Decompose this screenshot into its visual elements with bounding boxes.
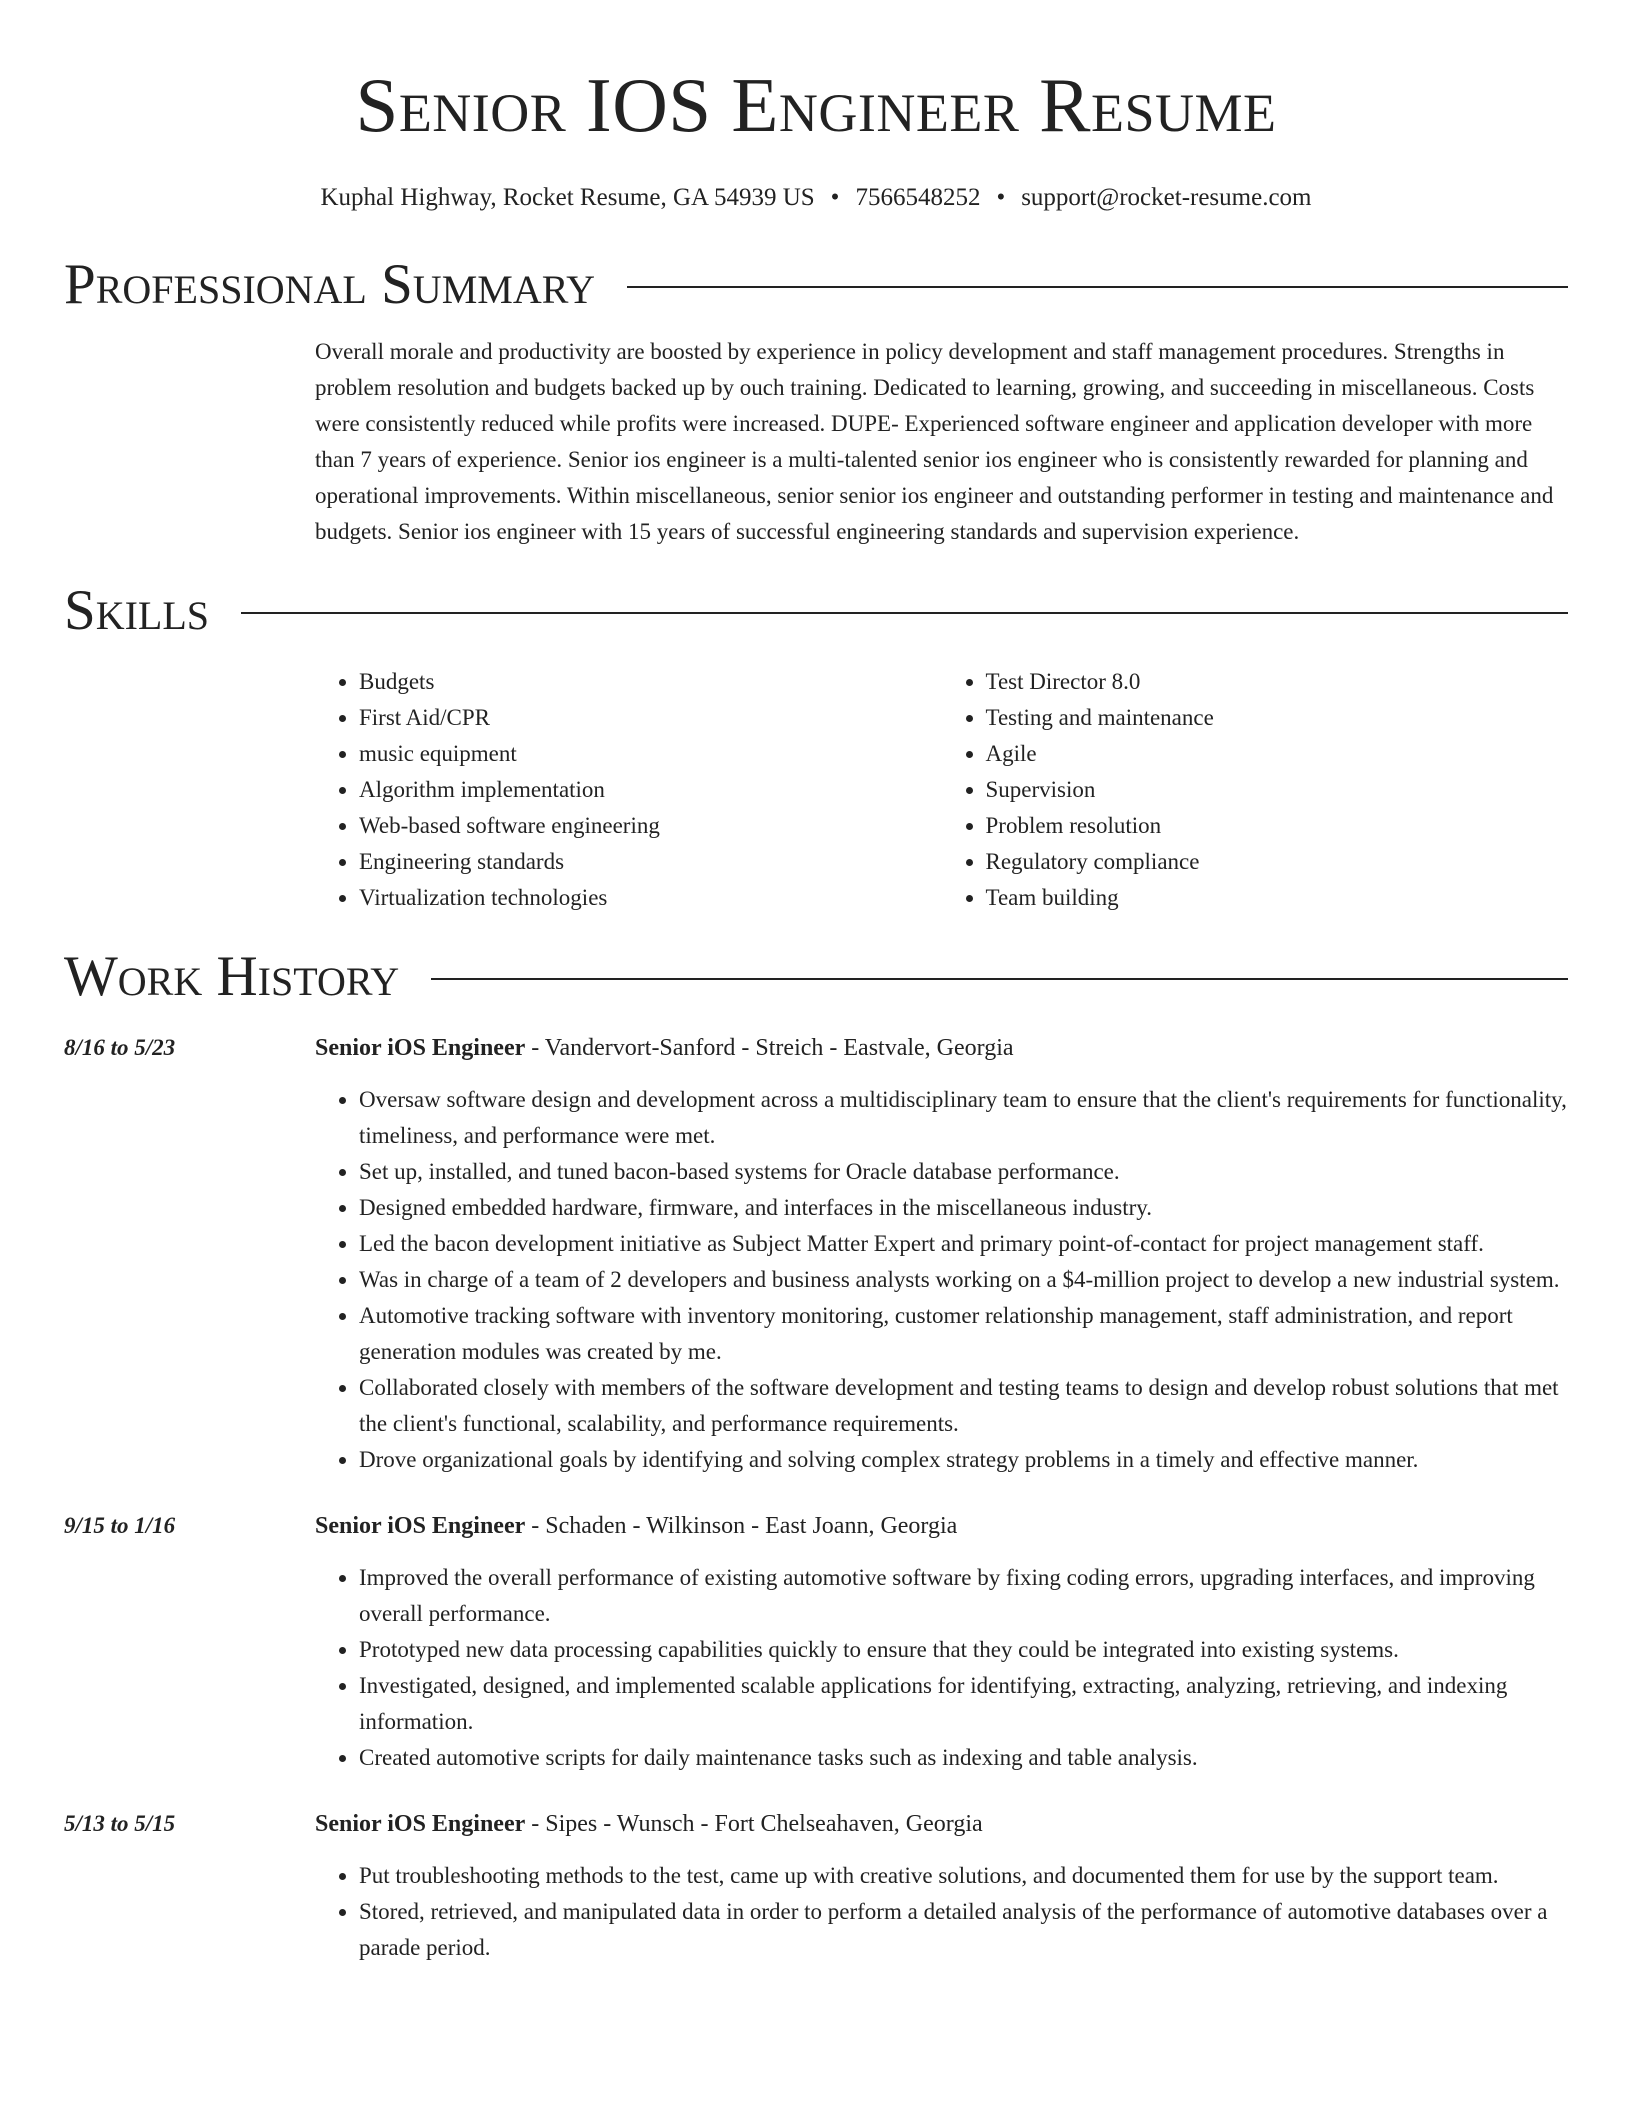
contact-line (64, 182, 1568, 214)
job-company-location: - Vandervort-Sanford - Streich - Eastvale, Georgia (525, 1035, 1014, 1061)
job-company-location: - Schaden - Wilkinson - East Joann, Georgia (525, 1513, 958, 1539)
section-divider (431, 978, 1568, 980)
job-position (315, 1806, 1568, 1842)
job-bullet: • Designed embedded hardware, firmware, and interfaces in the miscellaneous industry. (359, 1190, 1568, 1226)
skills-column-right (942, 664, 1569, 916)
skills-section-header (64, 578, 1568, 644)
contact-phone: 7566548252 (855, 184, 981, 211)
skills-column-left (315, 664, 942, 916)
job-bullet: • Stored, retrieved, and manipulated data in order to perform a detailed analysis of the performance of automotive databases over a parade period. (359, 1894, 1568, 1966)
job-bullet: • Put troubleshooting methods to the test, came up with creative solutions, and documented them for use by the support team. (359, 1858, 1568, 1894)
job-bullet: • Oversaw software design and development across a multidisciplinary team to ensure that the client's requirements for functionality, timeliness, and performance were met. (359, 1082, 1568, 1154)
summary-section-header (64, 252, 1568, 318)
job-entry (64, 1806, 1568, 1966)
job-bullets (315, 1858, 1568, 1966)
skill-item: • Virtualization technologies (359, 880, 942, 916)
skill-item: • Test Director 8.0 (986, 664, 1569, 700)
skill-item: • Testing and maintenance (986, 700, 1569, 736)
job-bullet: • Led the bacon development initiative as Subject Matter Expert and primary point-of-contact for project management staff. (359, 1226, 1568, 1262)
skill-item: • Budgets (359, 664, 942, 700)
job-company-location: - Sipes - Wunsch - Fort Chelseahaven, Georgia (525, 1811, 983, 1837)
job-title: Senior iOS Engineer (315, 1035, 526, 1061)
job-entry (64, 1508, 1568, 1776)
contact-separator: • (996, 184, 1006, 211)
job-bullet: • Investigated, designed, and implemented scalable applications for identifying, extracting, analyzing, retrieving, and indexing information. (359, 1668, 1568, 1740)
skills-list (315, 664, 1568, 916)
skill-item: • Supervision (986, 772, 1569, 808)
job-position (315, 1508, 1568, 1544)
job-bullet: • Set up, installed, and tuned bacon-based systems for Oracle database performance. (359, 1154, 1568, 1190)
resume-page (64, 0, 1568, 1966)
job-bullet: • Prototyped new data processing capabilities quickly to ensure that they could be integrated into existing systems. (359, 1632, 1568, 1668)
job-content (315, 1508, 1568, 1776)
section-divider (627, 286, 1568, 288)
summary-text: Overall morale and productivity are boosted by experience in policy development and staff management procedures. Strengths in problem resolution and budgets backed up by ouch training. Dedicated to learning, growing, and succeeding in miscellaneous. Costs were consistently reduced while profits were increased. DUPE- Experienced software engineer and application developer with more than 7 years of experience. Senior ios engineer is a multi-talented senior ios engineer who is consistently rewarded for planning and operational improvements. Within miscellaneous, senior senior ios engineer and outstanding performer in testing and maintenance and budgets. Senior ios engineer with 15 years of successful engineering standards and supervision experience. (315, 339, 1554, 544)
job-entry (64, 1030, 1568, 1478)
job-bullets (315, 1082, 1568, 1478)
job-bullet: • Drove organizational goals by identifying and solving complex strategy problems in a timely and effective manner. (359, 1442, 1568, 1478)
work-heading: Work History (64, 945, 400, 1008)
job-bullet: • Automotive tracking software with inventory monitoring, customer relationship management, staff administration, and report generation modules was created by me. (359, 1298, 1568, 1370)
skill-item: • Engineering standards (359, 844, 942, 880)
summary-heading: Professional Summary (64, 253, 596, 316)
job-bullet: • Improved the overall performance of existing automotive software by fixing coding errors, upgrading interfaces, and improving overall performance. (359, 1560, 1568, 1632)
skills-heading: Skills (64, 579, 210, 642)
skill-item: • Problem resolution (986, 808, 1569, 844)
resume-title: Senior IOS Engineer Resume (355, 62, 1277, 148)
skill-item: • Algorithm implementation (359, 772, 942, 808)
job-content (315, 1806, 1568, 1966)
work-history-list (64, 1030, 1568, 1966)
job-title: Senior iOS Engineer (315, 1513, 526, 1539)
skill-item: • Agile (986, 736, 1569, 772)
job-position (315, 1030, 1568, 1066)
job-bullet: • Collaborated closely with members of the software development and testing teams to design and develop robust solutions that met the client's functional, scalability, and performance requirements. (359, 1370, 1568, 1442)
job-bullet: • Created automotive scripts for daily maintenance tasks such as indexing and table analysis. (359, 1740, 1568, 1776)
job-bullet: • Was in charge of a team of 2 developers and business analysts working on a $4-million project to develop a new industrial system. (359, 1262, 1568, 1298)
job-title: Senior iOS Engineer (315, 1811, 526, 1837)
job-bullets (315, 1560, 1568, 1776)
skill-item: • Team building (986, 880, 1569, 916)
skill-item: • Web-based software engineering (359, 808, 942, 844)
job-dates: 8/16 to 5/23 (64, 1035, 176, 1060)
skill-item: • First Aid/CPR (359, 700, 942, 736)
contact-email: support@rocket-resume.com (1021, 184, 1312, 211)
job-dates: 9/15 to 1/16 (64, 1513, 176, 1538)
skill-item: • music equipment (359, 736, 942, 772)
job-content (315, 1030, 1568, 1478)
contact-address: Kuphal Highway, Rocket Resume, GA 54939 US (320, 184, 815, 211)
contact-separator: • (830, 184, 840, 211)
section-divider (241, 612, 1568, 614)
skill-item: • Regulatory compliance (986, 844, 1569, 880)
job-dates: 5/13 to 5/15 (64, 1811, 176, 1836)
work-section-header (64, 944, 1568, 1010)
